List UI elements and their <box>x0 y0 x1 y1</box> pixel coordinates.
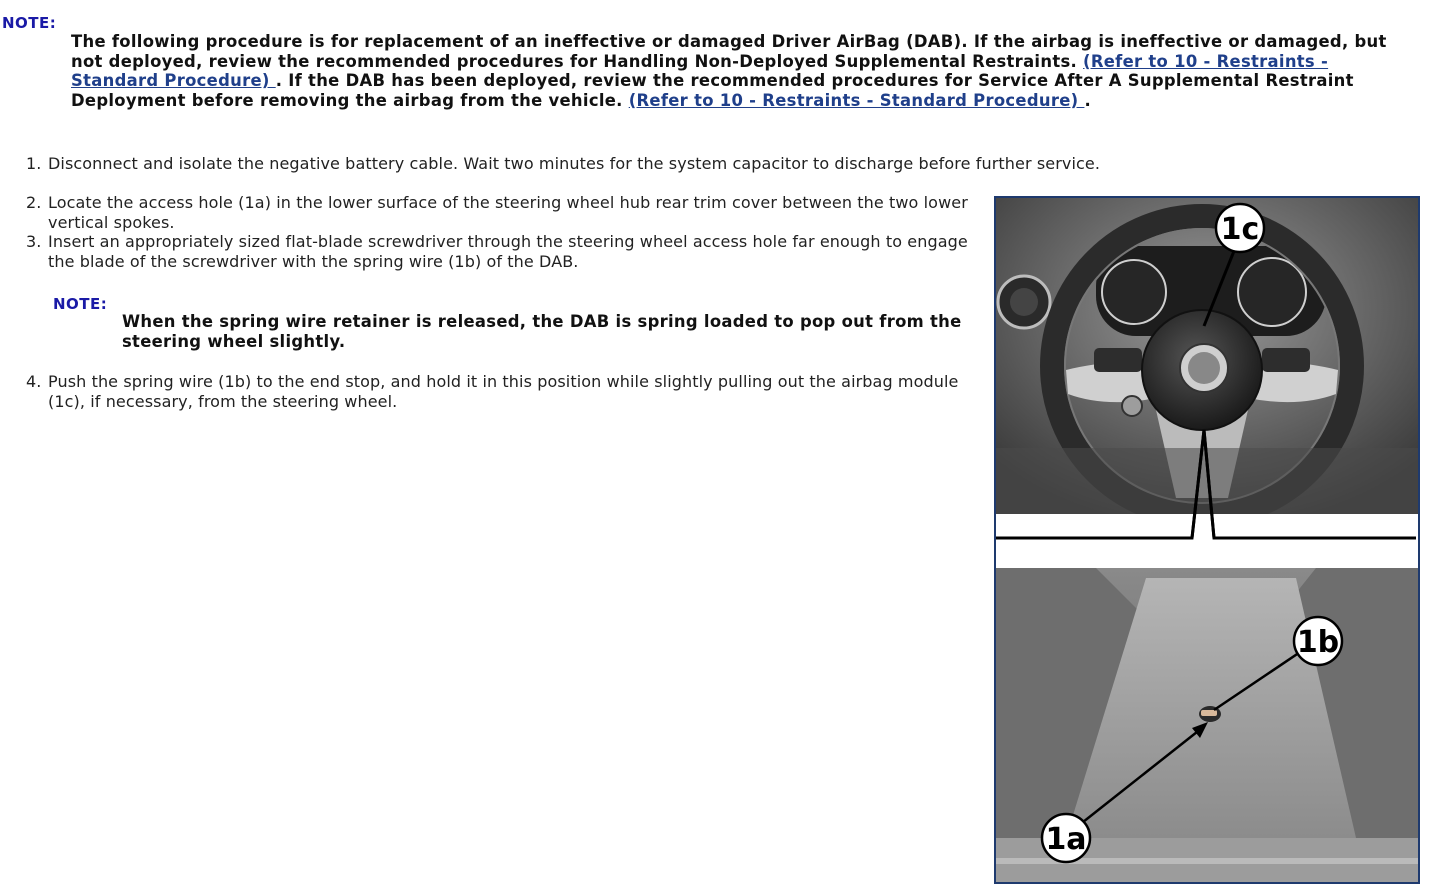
note-text-part-c: . <box>1084 90 1091 110</box>
callout-1a-label: 1a <box>1045 822 1087 857</box>
note-text-part-a: The following procedure is for replacement of an ineffective or damaged Driver AirBag (DAB). If the airbag is ineffective or damaged, but not deployed, review the recommended procedures for Handling Non-Deployed Supplemental Restraints. <box>71 32 1387 71</box>
callout-1b <box>1294 617 1342 665</box>
step-3 <box>26 232 986 272</box>
step-2 <box>26 193 986 233</box>
step-text: Disconnect and isolate the negative battery cable. Wait two minutes for the system capacitor to discharge before further service. <box>48 154 1101 173</box>
note-label: NOTE: <box>53 295 108 313</box>
step-text: Locate the access hole (1a) in the lower surface of the steering wheel hub rear trim cover between the two lower vertical spokes. <box>48 193 968 232</box>
airbag-removal-figure <box>994 196 1420 884</box>
step-number: 1. <box>26 154 42 173</box>
callout-1b-label: 1b <box>1296 625 1340 660</box>
figure-divider <box>996 514 1418 568</box>
step-number: 2. <box>26 193 42 212</box>
step-1 <box>26 154 1226 176</box>
note-label: NOTE: <box>2 14 57 32</box>
step-number: 4. <box>26 372 42 391</box>
spring-wire <box>1201 710 1217 716</box>
step-number: 3. <box>26 232 42 251</box>
step-4 <box>26 372 986 412</box>
callout-1c <box>1216 204 1264 252</box>
callout-1a <box>1042 814 1090 862</box>
figure-illustration <box>996 198 1418 882</box>
step-text: Insert an appropriately sized flat-blade screwdriver through the steering wheel access hole far enough to engage the blade of the screwdriver with the spring wire (1b) of the DAB. <box>48 232 968 271</box>
note-text-restraints <box>71 32 1421 110</box>
callout-1c-label: 1c <box>1220 212 1260 247</box>
note-text-spring-wire: When the spring wire retainer is released, the DAB is spring loaded to pop out from the steering wheel slightly. <box>122 312 962 351</box>
step-text: Push the spring wire (1b) to the end stop, and hold it in this position while slightly pulling out the airbag module (1c), if necessary, from the steering wheel. <box>48 372 959 411</box>
note-text-part-b: . If the DAB has been deployed, review the recommended procedures for Service After A Supplemental Restraint Deployment before removing the airbag from the vehicle. <box>71 71 1354 110</box>
refer-restraints-link-1[interactable]: (Refer to 10 - Restraints - Standard Procedure) <box>71 51 1329 90</box>
refer-restraints-link-2[interactable]: (Refer to 10 - Restraints - Standard Procedure) <box>628 90 1085 110</box>
